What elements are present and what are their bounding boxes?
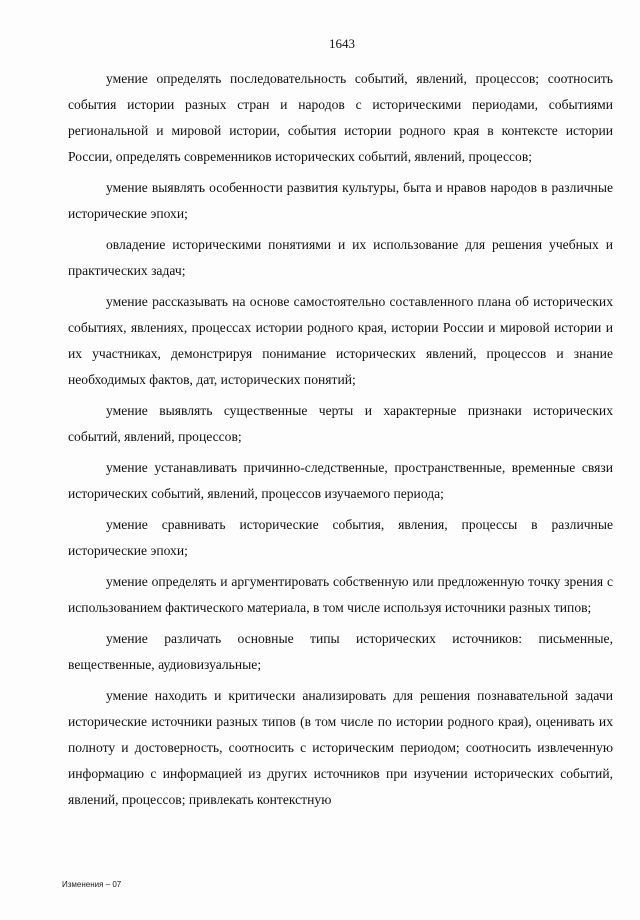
paragraph: умение выявлять существенные черты и характерные признаки исторических событий, явлений, процессов; xyxy=(68,403,613,444)
document-body xyxy=(68,66,613,818)
paragraph: умение различать основные типы исторических источников: письменные, вещественные, аудиовизуальные; xyxy=(68,631,613,672)
paragraph: умение определять последовательность событий, явлений, процессов; соотносить события истории разных стран и народов с историческими периодами, событиями региональной и мировой истории, события истории родного края в контексте истории России, определять современников исторических событий, явлений, процессов; xyxy=(68,71,613,164)
paragraph: умение выявлять особенности развития культуры, быта и нравов народов в различные исторические эпохи; xyxy=(68,180,613,221)
paragraph: умение находить и критически анализировать для решения познавательной задачи исторические источники разных типов (в том числе по истории родного края), оценивать их полноту и достоверность, соотносить с историческим периодом; соотносить извлеченную информацию с информацией из других источников при изучении исторических событий, явлений, процессов; привлекать контекстную xyxy=(68,688,613,807)
paragraph: умение рассказывать на основе самостоятельно составленного плана об исторических событиях, явлениях, процессах истории родного края, истории России и мировой истории и их участниках, демонстрируя понимание исторических явлений, процессов и знание необходимых фактов, дат, исторических понятий; xyxy=(68,294,613,387)
footer-revision-note: Изменения – 07 xyxy=(62,880,122,889)
paragraph: овладение историческими понятиями и их использование для решения учебных и практических задач; xyxy=(68,237,613,278)
paragraph: умение сравнивать исторические события, явления, процессы в различные исторические эпохи; xyxy=(68,517,613,558)
paragraph: умение устанавливать причинно-следственные, пространственные, временные связи исторических событий, явлений, процессов изучаемого периода; xyxy=(68,460,613,501)
page-number: 1643 xyxy=(329,36,355,51)
paragraph: умение определять и аргументировать собственную или предложенную точку зрения с использованием фактического материала, в том числе используя источники разных типов; xyxy=(68,574,613,615)
